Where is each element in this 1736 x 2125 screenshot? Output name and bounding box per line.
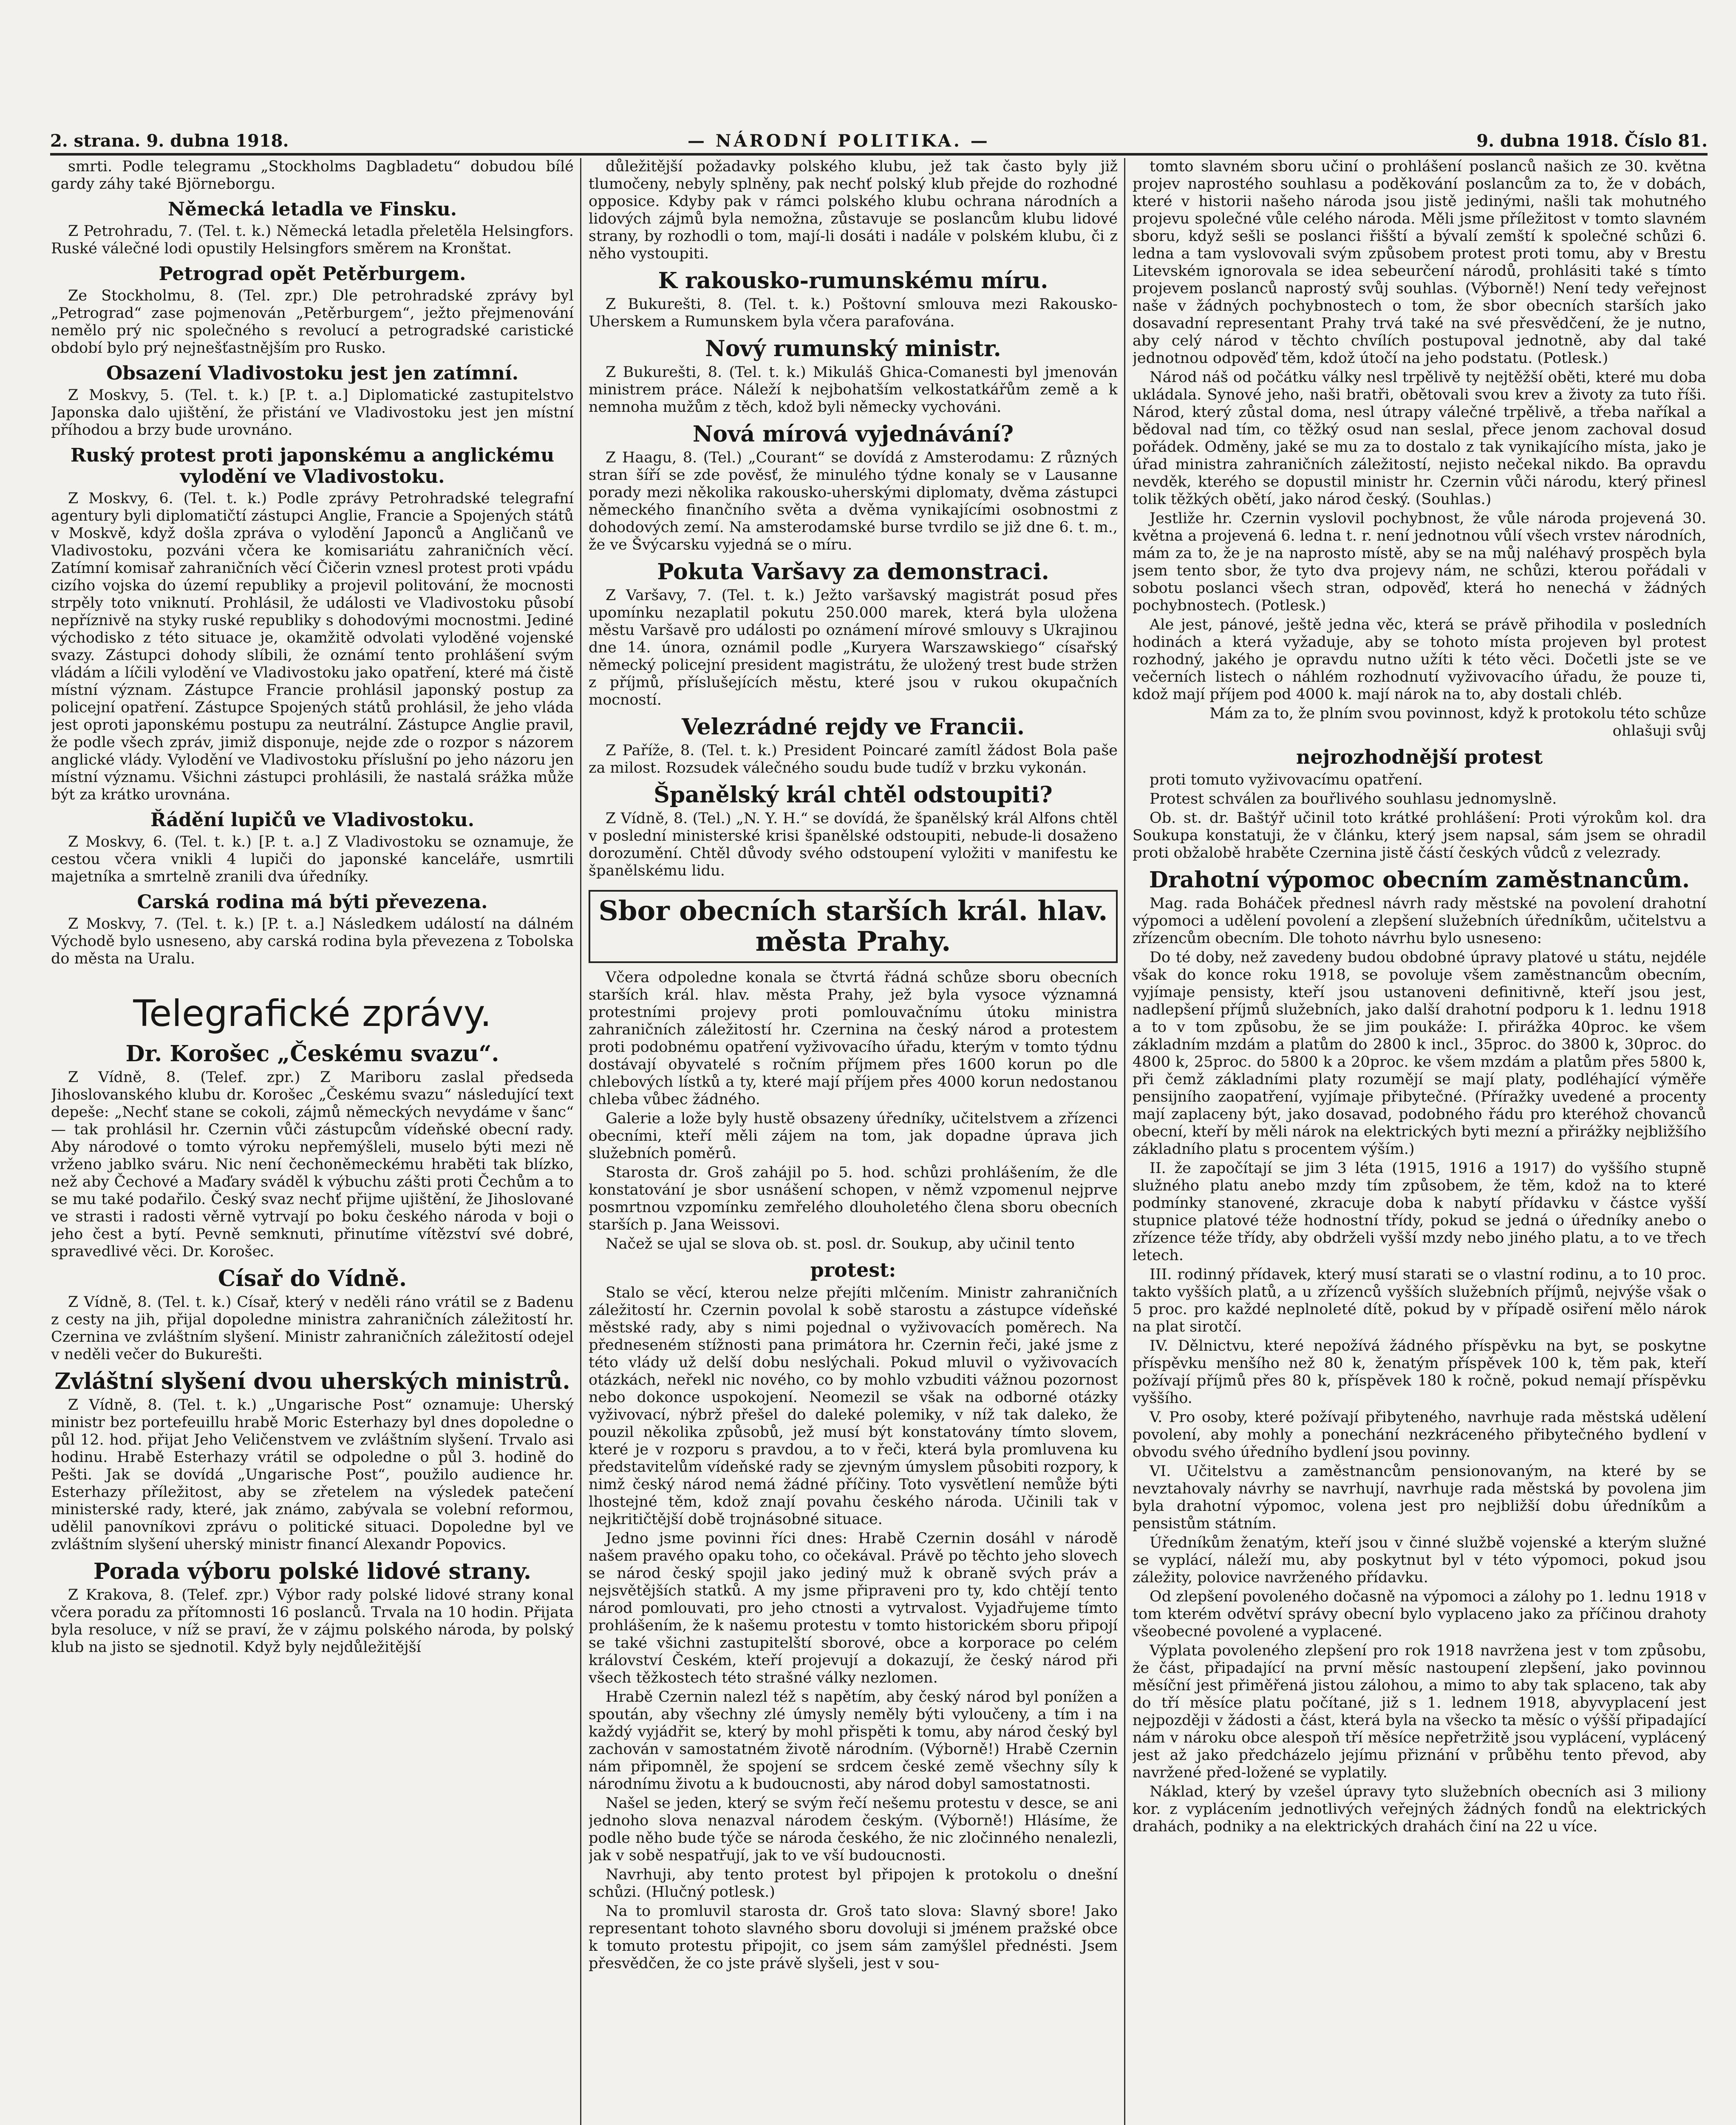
subheading: protest: xyxy=(810,1258,896,1281)
article-text: Včera odpoledne konala se čtvrtá řádná schůze sboru obecních starších král. hlav. města Prahy, jež byla vysoce významná protestními projevy proti pomlouvačnímu útoku ministra zahraničních záležitostí hr. Czernina na český národ a protestem proti podobnému opatření vyživovacího úřadu, kterým v tomto týdnu dostávají obyvatelé s ročním příjmem přes 1600 korun po dle chlebových lístků a ty, které mají příjem přes 4000 korun nedostanou chleba vůbec žádného. xyxy=(589,969,1118,1108)
article-text: VI. Učitelstvu a zaměstnancům pensionovaným, na které by se nevztahovaly návrhy se navrhují, navrhuje rada městská by povolena jim byla drahotní výpomoc, volena jest pro nejbližší dobu úředníkům a pensistům státním. xyxy=(1133,1463,1706,1532)
article-text: Z Bukurešti, 8. (Tel. t. k.) Mikuláš Ghica-Comanesti byl jmenován ministrem práce. Náleží k nejbohatším velkostatkářům země a k nemnoha mužům z těch, kdož byli německy vychováni. xyxy=(589,364,1118,416)
article-headline: Velezrádné rejdy ve Francii. xyxy=(681,714,1025,740)
article-text: Z Petrohradu, 7. (Tel. t. k.) Německá letadla přeletěla Helsingfors. Ruské válečné lodi opustily Helsingfors směrem na Kronštat. xyxy=(51,223,574,257)
article-text: Z Moskvy, 6. (Tel. t. k.) Podle zprávy Petrohradské telegrafní agentury byli diplomatičtí zástupci Anglie, Francie a Spojených států v Moskvě, když došla zpráva o vylodění Japonců a Angličanů ve Vladivostoku, pozváni včera ke komisariátu zahraničních věcí. Zatímní komisař zahraničních věcí Čičerin vznesl protest proti vpádu cizího vojska do území republiky a projevil politování, že mocnosti strpěly toto vniknutí. Prohlásil, že události ve Vladivostoku působí nepříznivě na styky ruské republiky s dohodovými mocnostmi. Jediné východisko z této situace je, okamžitě odvolati vyloděné vojenské svazy. Zástupci dohody slíbili, že oznámí tento prohlášení svým vládám a líčili vylodění ve Vladivostoku jako opatření, které má čistě místní význam. Zástupce Francie prohlásil japonský postup za policejní opatření. Zástupce Spojených států prohlásil, že jeho vláda jest oproti japonskému postupu za neutrální. Zástupce Anglie pravil, že podle všech zpráv, jimiž disponuje, nejde zde o rozpor s názorem anglické vlády. Vylodění ve Vladivostoku příslušní po jeho názoru jen místní významu. Všichni zástupci prohlásili, že nastalá srážka může být za krátko urovnána. xyxy=(51,490,574,803)
article-text: Jestliže hr. Czernin vyslovil pochybnost, že vůle národa projevená 30. května a projevená 6. ledna t. r. není jednotnou vůlí všech vrstev národních, mám za to, že je na naprosto místě, aby se na můj naléhavý prospěch byla jsem tento sbor, že tyto dva projevy nám, ne schůzi, kterou pořádali v sobotu poslanci všech stran, odpověď, která ho nenechá v žádných pochybnostech. (Potlesk.) xyxy=(1133,510,1706,614)
article-text: Výplata povoleného zlepšení pro rok 1918 navržena jest v tom způsobu, že část, připadající na první měsíc nastoupení zlepšení, jako povinnou měsíční jest přiměřená jistou zálohou, a mimo to aby tak splaceno, tak aby do tří měsíce platu počítané, již s 1. lednem 1918, abyvyplacení jest nejpozději v žádosti a část, která byla na všecko ta měsíc o výšší připadající nám v nároku obce alespoň tří měsíce nepřetržitě jsou vyplácení, vyplácený jest až jako předcházelo jejímu přiznání v průběhu tento převod, aby navržené před-ložené se vyplatily. xyxy=(1133,1642,1706,1781)
article-text: III. rodinný přídavek, který musí starati se o vlastní rodinu, a to 10 proc. takto vyšších platů, a u zřízenců vyšších služebních příjmů, nejvýše však o 5 proc. pro každé neplnoleté dítě, pokud by v případě osiření mělo nárok na plat sirotčí. xyxy=(1133,1266,1706,1335)
article-headline: Nová mírová vyjednávání? xyxy=(692,421,1014,447)
article-headline: Pokuta Varšavy za demonstraci. xyxy=(657,559,1049,585)
article-text: Z Bukurešti, 8. (Tel. t. k.) Poštovní smlouva mezi Rakousko-Uherskem a Rumunskem byla včera parafována. xyxy=(589,296,1118,330)
column-rule xyxy=(580,158,581,2125)
article-headline: Dr. Korošec „Českému svazu“. xyxy=(125,1041,499,1067)
section-heading: Telegrafické zprávy. xyxy=(133,992,492,1035)
article-text: Galerie a lože byly hustě obsazeny úředníky, učitelstvem a zřízenci obecními, kteří měli zájem na tom, jak dopadne úprava jich služebních poměrů. xyxy=(589,1110,1118,1162)
article-headline: K rakousko-rumunskému míru. xyxy=(658,268,1048,294)
article-text: Navrhuji, aby tento protest byl připojen k protokolu o dnešní schůzi. (Hlučný potlesk.) xyxy=(589,1866,1118,1901)
article-headline-boxed: Sbor obecních starších král. hlav. města Prahy. xyxy=(589,890,1118,963)
header-masthead: — NÁRODNÍ POLITIKA. — xyxy=(688,131,990,151)
article-text: Úředníkům ženatým, kteří jsou v činné službě vojenské a kterým služné se vyplácí, náleží mu, aby poskytnut byl v této výpomoci, pokud jsou záležity, polovice navrženého přídavku. xyxy=(1133,1534,1706,1586)
article-text: V. Pro osoby, které požívají přibyteného, navrhuje rada městská udělení povolení, aby mohly a ponechání nezkráceného přibytečného bydlení v obvodu svého úředního bydlení jsou povinny. xyxy=(1133,1409,1706,1461)
article-headline: Porada výboru polské lidové strany. xyxy=(93,1558,532,1584)
article-text: Hrabě Czernin nalezl též s napětím, aby český národ byl ponížen a spoután, aby všechny zlé úmysly neměly býti vyloučeny, a tím i na každý vyjádřit se, který by mohl přispěti k tomu, aby národ český byl zachován v samostatném životě národním. (Výborně!) Hrabě Czernin nám připomněl, že spojení se srdcem české země všechny síly k národnímu životu a k budoucnosti, aby národ dobyl samostatnosti. xyxy=(589,1689,1118,1793)
article-text: Z Moskvy, 7. (Tel. t. k.) [P. t. a.] Následkem událostí na dálném Východě bylo usneseno, aby carská rodina byla převezena z Tobolska do města na Uralu. xyxy=(51,915,574,967)
article-text: Z Vídně, 8. (Telef. zpr.) Z Mariboru zaslal předseda Jihoslovanského klubu dr. Korošec „Českému svazu“ následující text depeše: „Nechť stane se cokoli, zájmů německých nevydáme v šanc“ — tak prohlásil hr. Czernin vůči zástupcům vídeňské obecní rady. Aby národové o tomto výroku nepřemýšleli, muselo býti mezi ně vrženo jablko sváru. Nic není čechoněmeckému hraběti tak blízko, než aby Čechové a Maďary sváděl k výbuchu zášti proti Čechům a to se mu také podařilo. Český svaz nechť přijme ujištění, že Jihoslované ve strasti i radosti věrně vytrvají po boku českého národa v boji o jeho čest a bytí. Pevně semknuti, přinutíme vítězství své dobré, spravedlivé věci. Dr. Korošec. xyxy=(51,1069,574,1260)
article-text: Ob. st. dr. Baštýř učinil toto krátké prohlášení: Proti výrokům kol. dra Soukupa konstatuji, že v článku, který jsem napsal, sám jsem se ohradil proti obžalobě hraběte Czernina jistě částí českých vůdců z velezrady. xyxy=(1133,810,1706,861)
article-text: Z Krakova, 8. (Telef. zpr.) Výbor rady polské lidové strany konal včera poradu za přítomnosti 16 poslanců. Trvala na 10 hodin. Přijata byla resoluce, v níž se praví, že v zájmu polského národa, by polský klub na jisto se sjednotil. Když byly nejdůležitější xyxy=(51,1587,574,1656)
column-1 xyxy=(51,158,574,2125)
article-text: Z Moskvy, 6. (Tel. t. k.) [P. t. a.] Z Vladivostoku se oznamuje, že cestou včera vnikli 4 lupiči do japonské kanceláře, usmrtili majetníka a smrtelně zranili dva úředníky. xyxy=(51,833,574,885)
column-rule xyxy=(1124,158,1125,2125)
article-headline: Petrograd opět Petěrburgem. xyxy=(159,263,466,285)
article-text: smrti. Podle telegramu „Stockholms Dagbladetu“ dobudou bílé gardy záhy také Björneborgu. xyxy=(51,158,574,193)
article-text: Náklad, který by vzešel úpravy tyto služebních obecních asi 3 miliony kor. z vyplácením jednotlivých veřejných žádných fondů na elektrických drahách, podniky a na elektrických drahách činí na 22 u více. xyxy=(1133,1783,1706,1835)
column-2 xyxy=(589,158,1118,2125)
article-text: důležitější požadavky polského klubu, jež tak často byly již tlumočeny, nebyly splněny, pak nechť polský klub přejde do rozhodné opposice. Kdyby pak v rámci polského klubu ochrana národních a lidových zájmů byla nemožna, zůstavuje se poslancům klubu lidové strany, by rozhodli o tom, mají-li dosáti i nadále v polském klubu, či z něho vystoupiti. xyxy=(589,158,1118,262)
article-text: Z Vídně, 8. (Tel. t. k.) Císař, který v neděli ráno vrátil se z Badenu z cesty na jih, přijal dopoledne ministra zahraničních záležitostí hr. Czernina ve zvláštním slyšení. Ministr zahraničních záležitostí odejel v neděli večer do Bukurešti. xyxy=(51,1294,574,1363)
header-right: 9. dubna 1918. Číslo 81. xyxy=(1476,131,1708,151)
article-text: proti tomuto vyživovacímu opatření. xyxy=(1150,771,1423,788)
article-text: Protest schválen za bouřlivého souhlasu jednomyslně. xyxy=(1150,790,1557,808)
article-text: Z Vídně, 8. (Tel.) „N. Y. H.“ se dovídá, že španělský král Alfons chtěl v poslední ministerské krisi španělské odstoupiti, nebude-li dosaženo dorozumění. Chtěl důvody svého odstoupení vyložiti v manifestu ke španělskému lidu. xyxy=(589,810,1118,879)
article-text: Na to promluvil starosta dr. Groš tato slova: Slavný sbore! Jako representant tohoto slavného sboru dovoluji si jménem pražské obce k tomuto protestu připojit, co jsem sám zamýšlel přednésti. Jsem přesvědčen, že co jste právě slyšeli, jest v sou- xyxy=(589,1903,1118,1972)
article-text: Od zlepšení povoleného dočasně na výpomoci a zálohy po 1. lednu 1918 v tom kterém odvětví správy obecní bylo vyplaceno jako za příčinou drahoty všeobecné povolené a vyplacené. xyxy=(1133,1588,1706,1640)
article-headline: Carská rodina má býti převezena. xyxy=(137,891,488,913)
article-text: tomto slavném sboru učiní o prohlášení poslanců našich ze 30. května projev naprostého souhlasu a poděkování poslancům za to, že v dobách, které v historii našeho národa jsou jistě jedinými, našli tak mohutného projevu společné vůle celého národa. Měli jsme příležitost v tomto slavném sboru, když sešli se poslanci řišští a bývalí zemští k společné schůzi 6. ledna a tam vyslovovali svým způsobem protest proti tomu, aby v Brestu Litevském ignorovala se idea sebeurčení národů, prohlásiti také s tímto projevem poslanců naprostý svůj souhlas. (Výborně!) Není tedy veřejnost naše v žádných pochybnostech o tom, že sbor obecních starších jako dosavadní representant Prahy trvá také na své přesvědčení, že je nutno, aby celý národ v těchto chvílích postupoval jednotně, aby dal také jednotnou odpověď těm, kdož útočí na jeho podstatu. (Potlesk.) xyxy=(1133,158,1706,367)
article-text: Stalo se věcí, kterou nelze přejíti mlčením. Ministr zahraničních záležitostí hr. Czernin povolal k sobě starostu a zástupce vídeňské městské rady, aby s nimi pojednal o vyživovacích poměrech. Na předneseném stížnosti pana primátora hr. Czernin řeči, jaké jsme z této vlády už delší dobu neslýchali. Pokud mluvil o vyživovacích otázkách, neřekl nic nového, co by mohlo vzbuditi vážnou pozornost nebo dokonce uspokojení. Neomezil se však na odborné otázky vyživovací, nýbrž přešel do daleké polemiky, v níž tak daleko, že pouzil několika způsobů, jež musí být konstatovány tímto slovem, které je v rozporu s pravdou, a to v řeči, která byla promluvena ku představitelům vídeňské rady se zjevným úmyslem působiti rozpory, k nimž český národ nemá žádné příčiny. Toto vysvětlení nemůže býti lhostejné těm, kdož znají povahu českého národa. Učinili tak v nejkritičtější době trojnásobné situace. xyxy=(589,1284,1118,1528)
article-text: Národ náš od počátku války nesl trpělivě ty nejtěžší oběti, které mu doba ukládala. Synové jeho, naši bratři, obětovali svou krev a životy za tuto říši. Národ, který zůstal doma, nesl útrapy válečné trpělivě, a třeba naříkal a bědoval nad tím, co těžký osud nan seslal, přece jenom zachoval dosud pořádek. Odměny, jaké se mu za to dostalo z tak vynikajícího místa, jako je úřad ministra zahraničních záležitostí, nejisto nečekal nikdo. Ba opravdu nevděk, kterého se dopustil ministr hr. Czernin vůči národu, který přinesl tolik těžkých obětí, jako národ český. (Souhlas.) xyxy=(1133,369,1706,508)
article-text: Z Vídně, 8. (Tel. t. k.) „Ungarische Post“ oznamuje: Uherský ministr bez portefeuillu hrabě Moric Esterhazy byl dnes dopoledne o půl 12. hod. přijat Jeho Veličenstvem ve zvláštním slyšení. Trvalo asi hodinu. Hrabě Esterhazy vrátil se odpoledne o půl 3. hodině do Pešti. Jak se dovídá „Ungarische Post“, použilo audience hr. Esterhazy příležitost, aby se zřetelem na výsledek patečení ministerské rady, které, jak známo, zabývala se volební reformou, udělil panovníkovi zprávu o politické situaci. Dopoledne byl ve zvláštním slyšení uherský ministr financí Alexandr Popovics. xyxy=(51,1397,574,1553)
article-headline: Nový rumunský ministr. xyxy=(705,336,1001,362)
article-text: Ze Stockholmu, 8. (Tel. zpr.) Dle petrohradské zprávy byl „Petrograd“ zase pojmenován „Petěrburgem“, ježto přejmenování nemělo prý nic společného s revolucí a petrogradské caristické období bylo prý nejnešťastnějším pro Rusko. xyxy=(51,287,574,357)
article-text: Mag. rada Boháček přednesl návrh rady městské na povolení drahotní výpomoci a udělení povolení a zlepšení služebních úředníkům, učitelstvu a zřízencům obecním. Dle tohoto návrhu bylo usneseno: xyxy=(1133,895,1706,947)
subheading: nejrozhodnější protest xyxy=(1296,745,1543,768)
article-text: Z Paříže, 8. (Tel. t. k.) President Poincaré zamítl žádost Bola paše za milost. Rozsudek válečného soudu bude tudíž v brzku vykonán. xyxy=(589,742,1118,776)
page-header xyxy=(50,128,1708,156)
article-text: Načež se ujal se slova ob. st. posl. dr. Soukup, aby učinil tento xyxy=(606,1235,1075,1252)
article-text: II. že započítají se jim 3 léta (1915, 1916 a 1917) do vyššího stupně služného platu anebo mzdy tím způsobem, že těm, kdož na to které podmínky stanovené, zkracuje doba k nabytí přídavku v částce vyšší stupnice platové téže hodnostní třídy, pokud se jedná o úředníky anebo o zřízence téže třídy, aby obdrželi vyšší mzdy nebo jiného platu, a to ve třech letech. xyxy=(1133,1160,1706,1264)
article-headline: Německá letadla ve Finsku. xyxy=(167,198,457,220)
article-text: IV. Dělnictvu, které nepožívá žádného příspěvku na byt, se poskytne příspěvku menšího než 80 k, ženatým příspěvek 100 k, těm pak, kteří požívají příjmů přes 80 k, příspěvek 180 k ročně, pokud nemají příspěvku vyššího. xyxy=(1133,1337,1706,1407)
article-text: Z Varšavy, 7. (Tel. t. k.) Ježto varšavský magistrát posud přes upomínku nezaplatil pokutu 250.000 marek, která byla uložena městu Varšavě pro události po oznámení mírové smlouvy s Ukrajinou dne 14. února, oznámil podle „Kuryera Warszawskiego“ císařský německý policejní president magistrátu, že uložený trest bude stržen z příjmů, příslušejících městu, které jsou v rukou okupačních mocností. xyxy=(589,587,1118,708)
article-text: Starosta dr. Groš zahájil po 5. hod. schůzi prohlášením, že dle konstatování je sbor usnášení schopen, v němž vzpomenul nejprve posmrtnou vzpomínku zemřelého dlouholetého člena sboru obecních starších p. Jana Weissovi. xyxy=(589,1164,1118,1233)
article-text: Jedno jsme povinni říci dnes: Hrabě Czernin dosáhl v národě našem pravého opaku toho, co očekával. Právě po těchto jeho slovech se národ český spojil jako jediný muž k obraně svých práv a nejsvětějších statků. A my jsme připraveni pro ty, kdo chtějí tento národ pomlouvati, pro jeho ctnosti a vytrvalost. Vyjadřujeme tímto prohlášením, že k našemu protestu v tomto historickém sboru připojí se také všichni zastupitelští sborové, obce a korporace po celém království Českém, kteří projevují a dokazují, že český národ při všech těžkostech této strašné války nezlomen. xyxy=(589,1530,1118,1686)
article-headline: Ruský protest proti japonskému a anglickému vylodění ve Vladivostoku. xyxy=(70,445,555,487)
article-headline: Španělský král chtěl odstoupiti? xyxy=(654,782,1053,808)
article-headline: Zvláštní slyšení dvou uherských ministrů. xyxy=(54,1368,570,1394)
article-headline: Císař do Vídně. xyxy=(218,1266,407,1292)
column-3 xyxy=(1133,158,1706,2125)
article-text: Z Haagu, 8. (Tel.) „Courant“ se dovídá z Amsterodamu: Z různých stran šíří se zde pověsť, že minulého týdne konaly se v Lausanne porady mezi několika rakousko-uherskými diplomaty, dvěma zástupci německého finančního světa a dvěma vynikajícími osobnostmi z dohodových zemí. Na amsterodamské burse tvrdilo se již dne 6. t. m., že ve Švýcarsku vyjedná se o míru. xyxy=(589,449,1118,553)
article-text: Z Moskvy, 5. (Tel. t. k.) [P. t. a.] Diplomatické zastupitelstvo Japonska dalo ujištění, že přistání ve Vladivostoku jest jen místní příhodou a brzy bude urovnáno. xyxy=(51,387,574,439)
header-left: 2. strana. 9. dubna 1918. xyxy=(50,131,289,151)
article-headline: Řádění lupičů ve Vladivostoku. xyxy=(150,809,475,831)
article-text: Našel se jeden, který se svým řečí nešemu protestu v desce, se ani jednoho slova nenazval národem českým. (Výborně!) Hlásíme, že podle něho bude týče se národa českého, že nic zločinného nenalezli, jak v sobě nespatřují, jak to ve vší budoucnosti. xyxy=(589,1795,1118,1864)
article-text: Mám za to, že plním svou povinnost, když k protokolu této schůze ohlašuji svůj xyxy=(1209,705,1706,740)
article-text: Do té doby, než zavedeny budou obdobné úpravy platové u státu, nejdéle však do konce roku 1918, se povoluje všem zaměstnancům obecním, vyjímaje pensisty, kteří jsou ustanoveni definitivně, kteří jsou jest, nadlepšení příjmů služebních, jako další drahotní podporu k 1. lednu 1918 a to v tom způsobu, že se jim poukáže: I. přirážka 40proc. ke všem základním mzdám a platům do 2800 k incl., 35proc. do 3800 k, 30proc. do 4800 k, 25proc. do 5800 k a 20proc. ke všem mzdám a platům přes 5800 k, při čemž základními platy rozumějí se mají platy, podléhající výměře pensijního zaopatření, vyjímaje přibytečné. (Příražky uvedené a procenty mají zaplaceny být, jako dosavad, podobného řádu pro kteréhož chovanců obecní, kteří by měli nárok na elektrických byti mezní a přirážky nejbližšího základního platu s procentem výším.) xyxy=(1133,949,1706,1158)
article-headline: Drahotní výpomoc obecním zaměstnancům. xyxy=(1149,867,1690,893)
article-headline: Obsazení Vladivostoku jest jen zatímní. xyxy=(106,363,519,384)
article-text: Ale jest, pánové, ještě jedna věc, která se právě přihodila v posledních hodinách a která vyžaduje, aby se tohoto místa projeven byl protest rozhodný, jakého je opravdu nutno užíti k této věci. Dočetli jste se ve večerních listech o náhlém rozhodnutí vyživovacího úřadu, že pouze ti, kdož mají příjem pod 4000 k. mají nárok na to, aby dostali chléb. xyxy=(1133,616,1706,703)
